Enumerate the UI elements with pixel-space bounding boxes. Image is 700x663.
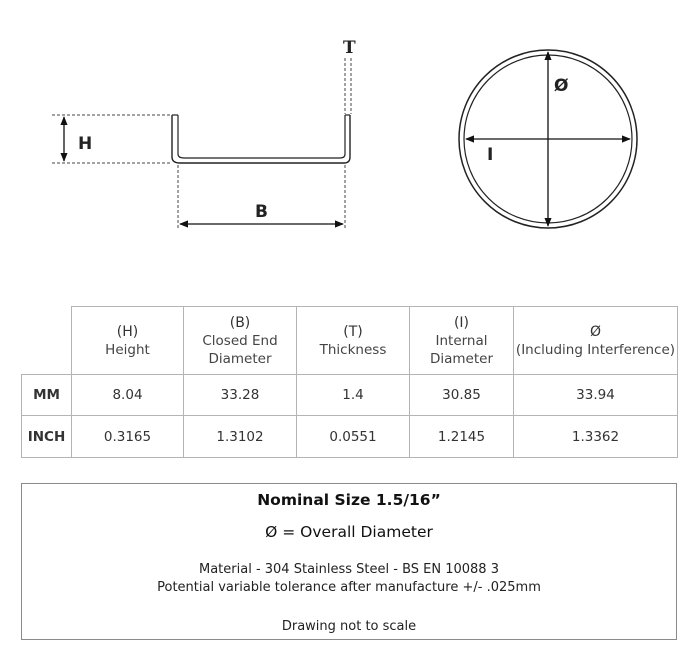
header-overall-diameter	[514, 307, 678, 375]
table-corner	[22, 307, 72, 375]
top-view	[459, 50, 637, 228]
internal-label: I	[487, 145, 494, 165]
table-cell: 33.28	[184, 375, 297, 416]
table-cell: 1.4	[297, 375, 410, 416]
table-header-row	[22, 307, 678, 375]
row-unit: MM	[22, 375, 72, 416]
header-closed-end-diameter	[184, 307, 297, 375]
header-code: Ø	[589, 323, 602, 340]
cap-inner-profile	[178, 115, 345, 158]
header-code: (T)	[343, 323, 363, 340]
table-cell: 1.3362	[514, 416, 678, 458]
header-code: (I)	[453, 314, 470, 331]
technical-drawing	[0, 0, 700, 300]
thickness-label: T	[343, 38, 356, 58]
dimensions-table	[21, 306, 678, 458]
header-name: (Including Interference)	[515, 341, 676, 358]
base-label: B	[255, 202, 268, 222]
table-cell: 0.3165	[72, 416, 184, 458]
header-internal-diameter	[410, 307, 514, 375]
header-height	[72, 307, 184, 375]
table-cell: 1.3102	[184, 416, 297, 458]
table-cell: 8.04	[72, 375, 184, 416]
diameter-label: Ø	[554, 76, 569, 96]
tolerance-note: Potential variable tolerance after manufacture +/- .025mm	[157, 580, 541, 595]
header-name: Internal Diameter	[429, 332, 494, 367]
header-code: (B)	[229, 314, 251, 331]
header-thickness	[297, 307, 410, 375]
table-row-mm	[22, 375, 678, 416]
header-code: (H)	[116, 323, 139, 340]
nominal-size: Nominal Size 1.5/16”	[257, 491, 441, 509]
table-cell: 33.94	[514, 375, 678, 416]
side-view	[52, 38, 356, 230]
cap-outer-profile	[172, 115, 350, 163]
header-name: Thickness	[319, 341, 387, 358]
table-row-inch	[22, 416, 678, 458]
scale-note: Drawing not to scale	[281, 619, 417, 634]
header-name: Height	[105, 341, 150, 358]
row-unit: INCH	[22, 416, 72, 458]
table-cell: 0.0551	[297, 416, 410, 458]
table-cell: 30.85	[410, 375, 514, 416]
header-name: Closed End Diameter	[202, 332, 278, 367]
table-cell: 1.2145	[410, 416, 514, 458]
overall-diameter-note: Ø = Overall Diameter	[265, 523, 433, 541]
material-note: Material - 304 Stainless Steel - BS EN 10088 3	[199, 562, 499, 577]
height-label: H	[78, 134, 93, 154]
notes-box	[21, 483, 677, 640]
